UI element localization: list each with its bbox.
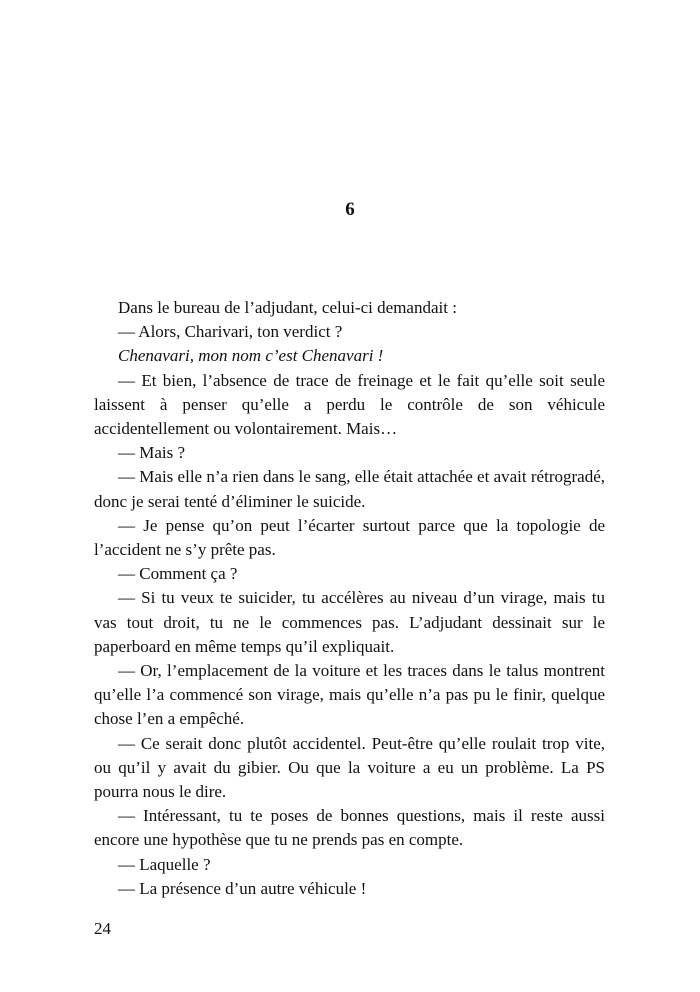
paragraph: — Je pense qu’on peut l’écarter surtout parce que la topologie de l’accident ne s’y prête pas. [94,515,605,560]
paragraph: — Comment ça ? [118,564,238,584]
chapter-number: 6 [345,199,355,220]
paragraph: — Mais ? [118,443,186,463]
paragraph: — Et bien, l’absence de trace de freinage et le fait qu’elle soit seule laissent à penser qu’elle a perdu le contrôle de son véhicule accidentellement ou volontairement. Mais… [94,370,605,439]
page-number: 24 [94,919,111,938]
paragraph: — Mais elle n’a rien dans le sang, elle était attachée et avait rétrogradé, donc je serai tenté d’éliminer le suicide. [94,467,605,511]
paragraph: Dans le bureau de l’adjudant, celui-ci demandait : [118,298,457,317]
paragraph: — Alors, Charivari, ton verdict ? [118,322,343,342]
body-text [94,296,605,901]
paragraph: — Si tu veux te suicider, tu accélères au niveau d’un virage, mais tu vas tout droit, tu ne le commences pas. L’adjudant dessinait sur le paperboard en même temps qu’il expliquait. [94,588,605,656]
paragraph: — Laquelle ? [118,854,211,874]
paragraph: — Or, l’emplacement de la voiture et les traces dans le talus montrent qu’elle l’a commencé son virage, mais qu’elle n’a pas pu le finir, quelque chose l’en a empêché. [94,661,605,729]
paragraph-italic: Chenavari, mon nom c’est Chenavari ! [118,346,384,366]
paragraph: — Ce serait donc plutôt accidentel. Peut-être qu’elle roulait trop vite, ou qu’il y avait du gibier. Ou que la voiture a eu un problème. La PS pourra nous le dire. [94,733,605,802]
paragraph: — La présence d’un autre véhicule ! [118,878,367,898]
paragraph: — Intéressant, tu te poses de bonnes questions, mais il reste aussi encore une hypothèse que tu ne prends pas en compte. [94,806,605,850]
